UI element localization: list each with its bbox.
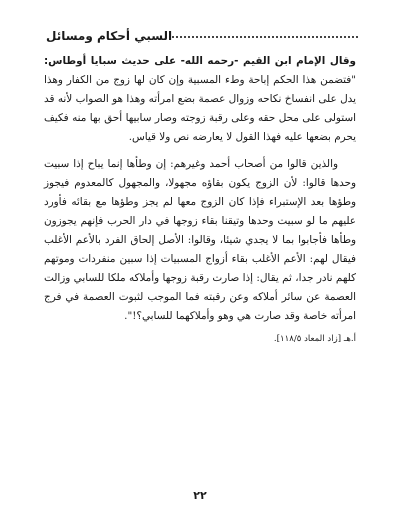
header-title: السبي أحكام ومسائل [46, 29, 173, 43]
header-dotted-rule [172, 36, 358, 38]
page-body [44, 52, 356, 357]
paragraph-1 [44, 52, 356, 147]
paragraph-2 [44, 155, 356, 326]
page-number: ٢٢ [193, 489, 207, 502]
running-header [42, 26, 358, 46]
citation: أ.هـ [زاد المعاد ١١٨/٥]. [273, 334, 356, 344]
paragraph-1-text: "فتضمن هذا الحكم إباحة وطء المسبية وإن كان لها زوج من الكفار وهذا يدل على انفساخ نكاحه وزوال عصمة بضع امرأته وهذا هو الصواب لأنه قد استولى على محل حقه وعلى رقبة زوجته وصار سابيها أحق بها منه فكيف يحرم بضعها عليه فهذا القول لا يعارضه نص ولا قياس. [44, 74, 356, 143]
paragraph-2-text: والذين قالوا من أصحاب أحمد وغيرهم: إن وطأها إنما يباح إذا سبيت وحدها قالوا: لأن الزوج يكون بقاؤه مجهولا، والمجهول كالمعدوم فيجوز وطؤها بعد الإستبراء فإذا كان الزوج معها لم يجز وطؤها مع بقائه فأورد عليهم ما لو سبيت وحدها وتيقنا بقاء زوجها في دار الحرب فإنهم يجوزون وطأها فأجابوا بما لا يجدي شيئا، وقالوا: الأصل إلحاق الفرد بالأعم الأغلب فيقال لهم: الأعم الأغلب بقاء أزواج المسبيات إذا سبين منفردات وموتهم كلهم نادر جدا، ثم يقال: إذا صارت رقبة زوجها وأملاكه ملكا للسابي وزالت العصمة عن سائر أملاكه وعن رقبته فما الموجب لثبوت العصمة في فرج امرأته خاصة وقد صارت هي وهو وأملاكهما للسابي؟!". [44, 158, 356, 322]
paragraph-1-lead: وقال الإمام ابن القيم -رحمه الله- على حديث سبايا أوطاس: [44, 55, 356, 67]
